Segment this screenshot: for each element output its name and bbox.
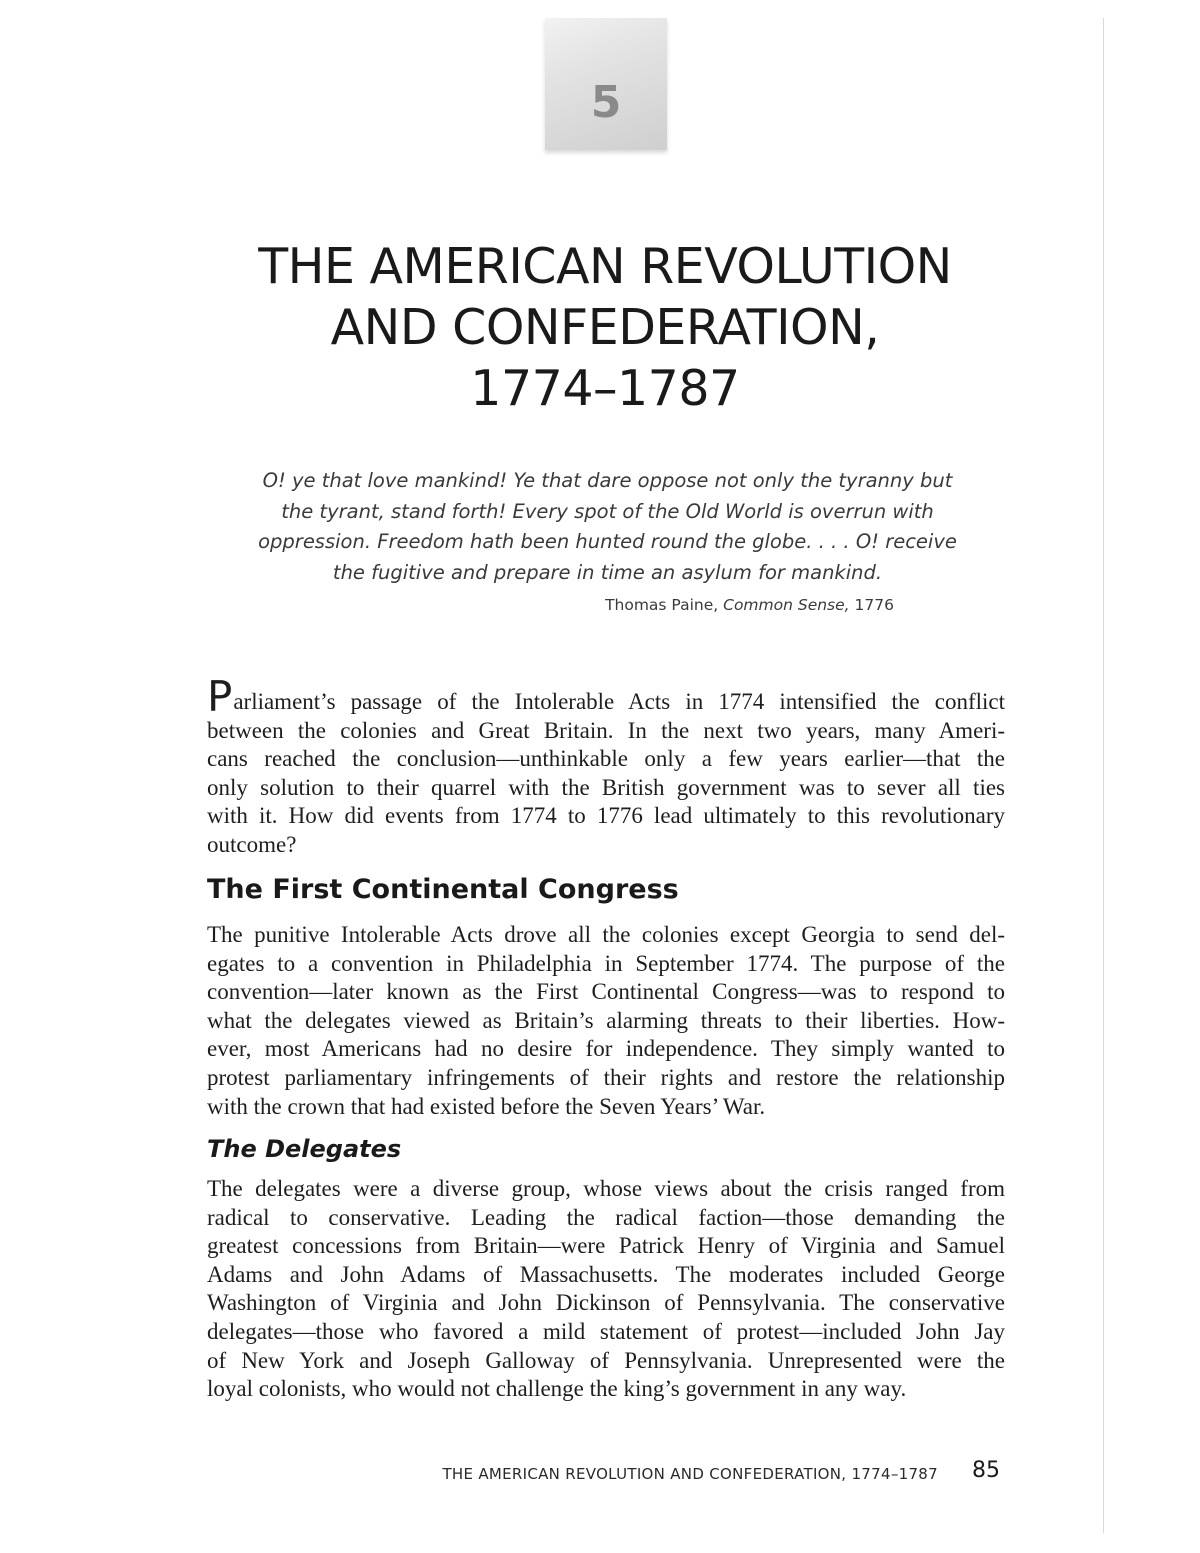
epigraph-attribution xyxy=(560,596,894,614)
drop-cap: P xyxy=(207,672,233,721)
chapter-number-box xyxy=(545,18,667,150)
chapter-title-line: THE AMERICAN REVOLUTION xyxy=(258,238,952,295)
paragraph-line: The punitive Intolerable Acts drove all the colonies except Georgia to send del- xyxy=(207,922,1005,947)
paragraph-line: The delegates were a diverse group, whose views about the crisis ranged from xyxy=(207,1176,1005,1201)
paragraph-line: Washington of Virginia and John Dickinson of Pennsylvania. The conservative xyxy=(207,1290,1005,1316)
epigraph-quote xyxy=(220,466,995,588)
attribution-author: Thomas Paine, xyxy=(605,596,719,614)
chapter-number: 5 xyxy=(590,77,622,128)
subsection-heading: The Delegates xyxy=(207,1135,402,1163)
paragraph-line: convention—later known as the First Continental Congress—was to respond to xyxy=(207,979,1005,1005)
paragraph-line xyxy=(207,672,1005,721)
paragraph-line: only solution to their quarrel with the British government was to sever all ties xyxy=(207,774,1005,800)
chapter-title-line: 1774–1787 xyxy=(470,360,740,417)
paragraph-line: protest parliamentary infringements of their rights and restore the relationship xyxy=(207,1064,1005,1090)
epigraph-line: the tyrant, stand forth! Every spot of the Old World is overrun with xyxy=(281,499,934,523)
paragraph-line: loyal colonists, who would not challenge the king’s government in any way. xyxy=(207,1376,907,1402)
paragraph-line: greatest concessions from Britain—were Patrick Henry of Virginia and Samuel xyxy=(207,1233,1005,1259)
paragraph-line: between the colonies and Great Britain. In the next two years, many Ameri- xyxy=(207,717,1005,743)
paragraph-line: ever, most Americans had no desire for independence. They simply wanted to xyxy=(207,1036,1005,1062)
running-footer: THE AMERICAN REVOLUTION AND CONFEDERATION, 1774–1787 xyxy=(442,1465,938,1483)
paragraph-line: radical to conservative. Leading the radical faction—those demanding the xyxy=(207,1204,1005,1230)
chapter-title-line: AND CONFEDERATION, xyxy=(330,299,880,356)
epigraph-line: O! ye that love mankind! Ye that dare oppose not only the tyranny but xyxy=(262,469,953,492)
page-number: 85 xyxy=(972,1458,1000,1483)
paragraph-line: of New York and Joseph Galloway of Pennsylvania. Unrepresented were the xyxy=(207,1347,1005,1373)
intro-paragraph xyxy=(207,672,1005,860)
section-heading: The First Continental Congress xyxy=(207,874,679,905)
paragraph-line: what the delegates viewed as Britain’s alarming threats to their liberties. How- xyxy=(207,1007,1005,1033)
paragraph-line-text: arliament’s passage of the Intolerable Acts in 1774 intensified the conflict xyxy=(233,689,1005,714)
page-edge-rule xyxy=(1103,18,1104,1533)
attribution-year: 1776 xyxy=(854,596,894,614)
paragraph-line: cans reached the conclusion—unthinkable only a few years earlier—that the xyxy=(207,746,1005,772)
paragraph-line: delegates—those who favored a mild statement of protest—included John Jay xyxy=(207,1318,1005,1344)
epigraph-line: oppression. Freedom hath been hunted round the globe. . . . O! receive xyxy=(258,530,957,553)
subsection-paragraph xyxy=(207,1175,1005,1404)
paragraph-line: with the crown that had existed before the Seven Years’ War. xyxy=(207,1093,766,1119)
paragraph-line: egates to a convention in Philadelphia in September 1774. The purpose of the xyxy=(207,950,1005,976)
attribution-work: Common Sense, xyxy=(723,596,850,614)
paragraph-line: with it. How did events from 1774 to 1776 lead ultimately to this revolutionary xyxy=(207,803,1005,829)
chapter-title xyxy=(200,236,1010,419)
paragraph-line: Adams and John Adams of Massachusetts. The moderates included George xyxy=(207,1261,1005,1287)
section-paragraph xyxy=(207,921,1005,1121)
epigraph-line: the fugitive and prepare in time an asylum for mankind. xyxy=(332,560,883,584)
paragraph-line: outcome? xyxy=(207,831,297,857)
